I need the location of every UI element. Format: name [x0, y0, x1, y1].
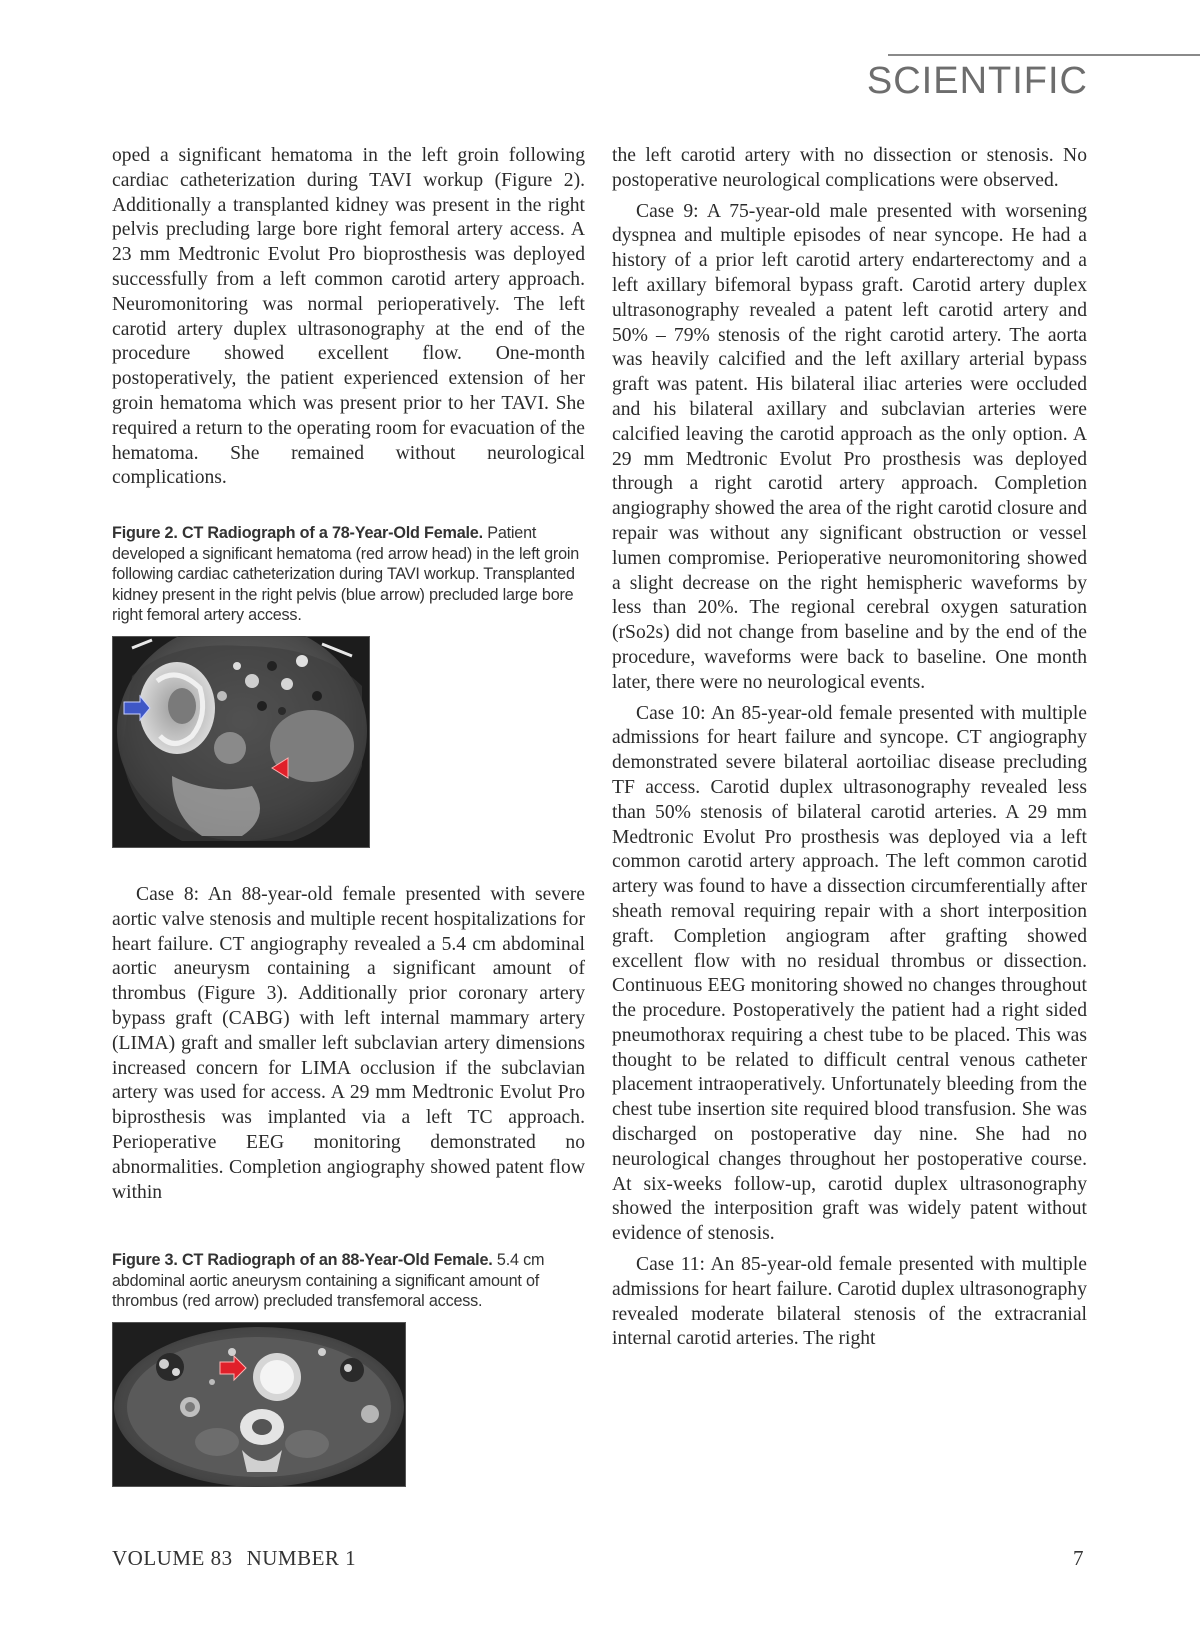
- footer-volume-text: VOLUME 83: [112, 1546, 233, 1570]
- left-paragraph-continued: oped a significant hematoma in the left groin following cardiac catheterization during TAVI workup (Figure 2). Additionally a transplanted kidney was present in the right pelvis precluding large bore right femoral artery access. A 23 mm Medtronic Evolut Pro bioprosthesis was deployed successfully from a left common carotid artery approach. Neuromonitoring was normal perioperatively. The left carotid artery duplex ultrasonography at the end of the procedure showed excellent flow. One-month postoperatively, the patient experienced extension of her groin hematoma which was present prior to her TAVI. She required a return to the operating room for evacuation of the hematoma. She remained without neurological complications.: [112, 145, 585, 489]
- figure-2-text: Patient developed a significant hematoma (red arrow head) in the left groin following cardiac catheterization during TAVI workup. Transplanted kidney present in the right pelvis (blue arrow) precluded large bore right femoral artery access.: [112, 524, 580, 624]
- figure-3-caption: [112, 1250, 590, 1312]
- figure-3-ct-image: [112, 1322, 406, 1487]
- footer-volume: [112, 1546, 356, 1571]
- footer-number-text: NUMBER 1: [246, 1546, 357, 1570]
- case-11-paragraph: Case 11: An 85-year-old female presented with multiple admissions for heart failure. Carotid duplex ultrasonography revealed moderate bilateral stenosis of the extracranial internal carotid arteries. The right: [612, 1254, 1087, 1350]
- left-column: [112, 144, 585, 491]
- figure-3-text: 5.4 cm abdominal aortic aneurysm containing a significant amount of thrombus (red arrow) precluded transfemoral access.: [112, 1251, 545, 1310]
- right-paragraph-continued: the left carotid artery with no dissection or stenosis. No postoperative neurological complications were observed.: [612, 145, 1087, 191]
- section-header: SCIENTIFIC: [866, 60, 1088, 102]
- figure-3-title: Figure 3. CT Radiograph of an 88-Year-Old Female.: [112, 1251, 493, 1269]
- page-number: 7: [1073, 1546, 1084, 1570]
- case-8-paragraph: Case 8: An 88-year-old female presented with severe aortic valve stenosis and multiple recent hospitalizations for heart failure. CT angiography revealed a 5.4 cm abdominal aortic aneurysm containing a significant amount of thrombus (Figure 3). Additionally prior coronary artery bypass graft (CABG) with left internal mammary artery (LIMA) graft and smaller left subclavian artery dimensions increased concern for LIMA occlusion if the subclavian artery was used for access. A 29 mm Medtronic Evolut Pro biprosthesis was implanted via a left TC approach. Perioperative EEG monitoring demonstrated no abnormalities. Completion angiography showed patent flow within: [112, 884, 585, 1203]
- case-8-block: [112, 883, 585, 1205]
- figure-2-ct-image: [112, 636, 370, 848]
- header-rule: [888, 54, 1200, 56]
- case-9-paragraph: Case 9: A 75-year-old male presented with worsening dyspnea and multiple episodes of near syncope. He had a history of a prior left carotid artery endarterectomy and a left axillary bifemoral bypass graft. Carotid artery duplex ultrasonography revealed a patent left carotid artery and 50% – 79% stenosis of the right carotid artery. The aorta was heavily calcified and the left axillary arterial bypass graft was patent. His bilateral iliac arteries were occluded and his bilateral axillary and subclavian arteries were calcified leaving the carotid approach as the only option. A 29 mm Medtronic Evolut Pro prosthesis was deployed through a right carotid artery approach. Completion angiography showed the area of the right carotid closure and repair was without any significant obstruction or vessel lumen compromise. Perioperative neuromonitoring showed a slight decrease on the right hemispheric waveforms by less than 20%. The regional cerebral oxygen saturation (rSo2s) did not change from baseline and by the end of the procedure, waveforms were back to baseline. One month later, there were no neurological events.: [612, 200, 1087, 693]
- figure-2-caption: [112, 523, 590, 626]
- figure-2-title: Figure 2. CT Radiograph of a 78-Year-Old Female.: [112, 524, 483, 542]
- case-10-paragraph: Case 10: An 85-year-old female presented with multiple admissions for heart failure and syncope. CT angiography demonstrated severe bilateral aortoiliac disease precluding TF access. Carotid duplex ultrasonography revealed less than 50% stenosis of bilateral carotid arteries. A 29 mm Medtronic Evolut Pro prosthesis was deployed via a left common carotid artery approach. The left common carotid artery was found to have a dissection circumferentially after sheath removal requiring repair with a short interposition graft. Completion angiogram after grafting showed excellent flow with no residual thrombus or dissection. Continuous EEG monitoring showed no changes throughout the procedure. Postoperatively the patient had a right sided pneumothorax requiring a chest tube to be placed. This was thought to be related to difficult central venous catheter placement intraoperatively. Unfortunately bleeding from the chest tube insertion site required blood transfusion. She was discharged on postoperative day nine. She had no neurological changes throughout her postoperative course. At six-weeks follow-up, carotid duplex ultrasonography showed the interposition graft was widely patent without evidence of stenosis.: [612, 702, 1087, 1245]
- right-column: [612, 144, 1087, 1352]
